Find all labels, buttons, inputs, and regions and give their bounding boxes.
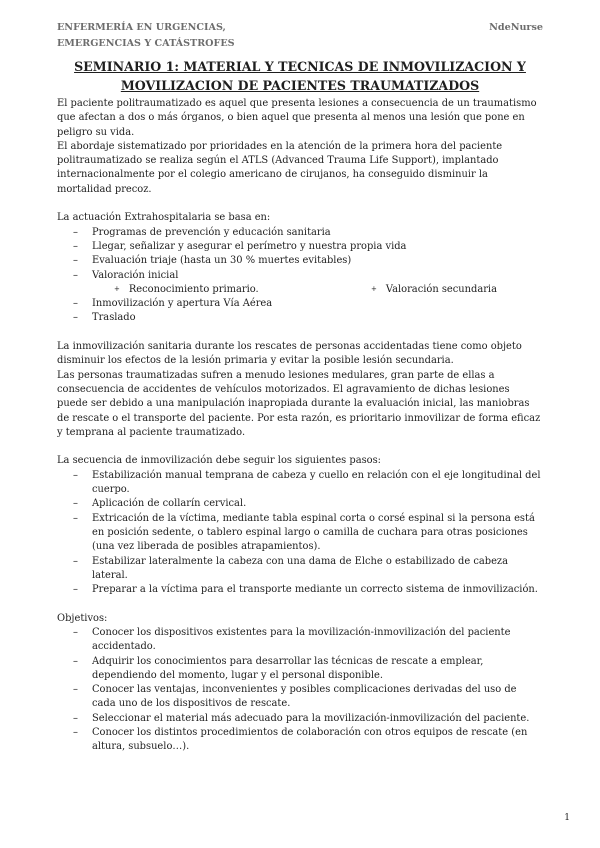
title-line-2: MOVILIZACION DE PACIENTES TRAUMATIZADOS [120,78,480,93]
list-item: – Conocer los distintos procedimientos de colaboración con otros equipos de rescate (en altura, subsuelo…). [57,726,543,755]
list-item: – Adquirir los conocimientos para desarrollar las técnicas de rescate a emplear, dependiendo del momento, lugar y el personal disponible. [57,655,543,684]
list-item: – Conocer los dispositivos existentes para la movilización-inmovilización del paciente accidentado. [57,626,543,655]
extrahosp-list-continued [57,297,543,326]
title-line-1: SEMINARIO 1: MATERIAL Y TECNICAS DE INMOVILIZACION Y [74,59,526,74]
intro-paragraph-2: El abordaje sistematizado por prioridades en la atención de la primera hora del paciente politraumatizado se realiza según el ATLS (Advanced Trauma Life Support), implantado internacionalmente por el colegio americano de cirujanos, ha conseguido disminuir la mortalidad precoz. [57,140,503,195]
list-item: – Valoración inicial [57,269,543,283]
list-item: – Seleccionar el material más adecuado para la movilización-inmovilización del paciente. [57,712,543,726]
list-item: – Preparar a la víctima para el transporte mediante un correcto sistema de inmovilización. [57,583,543,597]
sub-list [57,283,543,297]
plus-bullet-icon: + [371,284,377,293]
list-item: – Inmovilización y apertura Vía Aérea [57,297,543,311]
list-item: – Llegar, señalizar y asegurar el perímetro y nuestra propia vida [57,240,543,254]
header-line-2: EMERGENCIAS Y CATÁSTROFES [57,38,235,49]
sub-item [114,283,259,297]
list-item: – Traslado [57,311,543,325]
secuencia-heading: La secuencia de inmovilización debe seguir los siguientes pasos: [57,455,382,467]
sub-item [371,283,497,297]
extrahosp-heading: La actuación Extrahospitalaria se basa en: [57,212,271,224]
extrahosp-list [57,226,543,283]
inmovilizacion-paragraph-2: Las personas traumatizadas sufren a menudo lesiones medulares, gran parte de ellas a consecuencia de accidentes de vehículos motorizados. El agravamiento de dichas lesiones puede ser debido a una manipulación inapropiada durante la evaluación inicial, las maniobras de rescate o el transporte del paciente. Por esta razón, es prioritario inmovilizar de forma eficaz y temprana al paciente traumatizado. [57,369,541,438]
sub-item-label: Reconocimiento primario. [128,283,259,295]
list-item: – Estabilizar lateralmente la cabeza con una dama de Elche o estabilizado de cabeza lateral. [57,555,543,584]
plus-bullet-icon: + [114,284,120,293]
intro-paragraph-1: El paciente politraumatizado es aquel que presenta lesiones a consecuencia de un traumatismo que afectan a dos o más órganos, o bien aquel que presenta al menos una lesión que pone en peligro su vida. [57,98,537,138]
objetivos-list [57,626,543,755]
running-header-left [57,20,235,52]
inmovilizacion-paragraph-1: La inmovilización sanitaria durante los rescates de personas accidentadas tiene como objeto disminuir los efectos de la lesión primaria y evitar la posible lesión secundaria. [57,341,522,367]
list-item: – Estabilización manual temprana de cabeza y cuello en relación con el eje longitudinal del cuerpo. [57,469,543,498]
document-body [57,97,543,755]
page-number: 1 [564,813,570,823]
objetivos-heading: Objetivos: [57,612,108,624]
sub-item-label: Valoración secundaria [385,283,497,295]
header-line-1: ENFERMERÍA EN URGENCIAS, [57,22,226,33]
list-item: – Extricación de la víctima, mediante tabla espinal corta o corsé espinal si la persona está en posición sedente, o tablero espinal largo o camilla de cuchara para otras posiciones (una vez liberada de posibles atrapamientos). [57,512,543,555]
list-item: – Conocer las ventajas, inconvenientes y posibles complicaciones derivadas del uso de cada uno de los dispositivos de rescate. [57,683,543,712]
list-item: – Evaluación triaje (hasta un 30 % muertes evitables) [57,254,543,268]
list-item: – Programas de prevención y educación sanitaria [57,226,543,240]
running-header-right: NdeNurse [489,22,543,33]
secuencia-list [57,469,543,598]
list-item: – Aplicación de collarín cervical. [57,497,543,511]
document-title [57,57,543,95]
